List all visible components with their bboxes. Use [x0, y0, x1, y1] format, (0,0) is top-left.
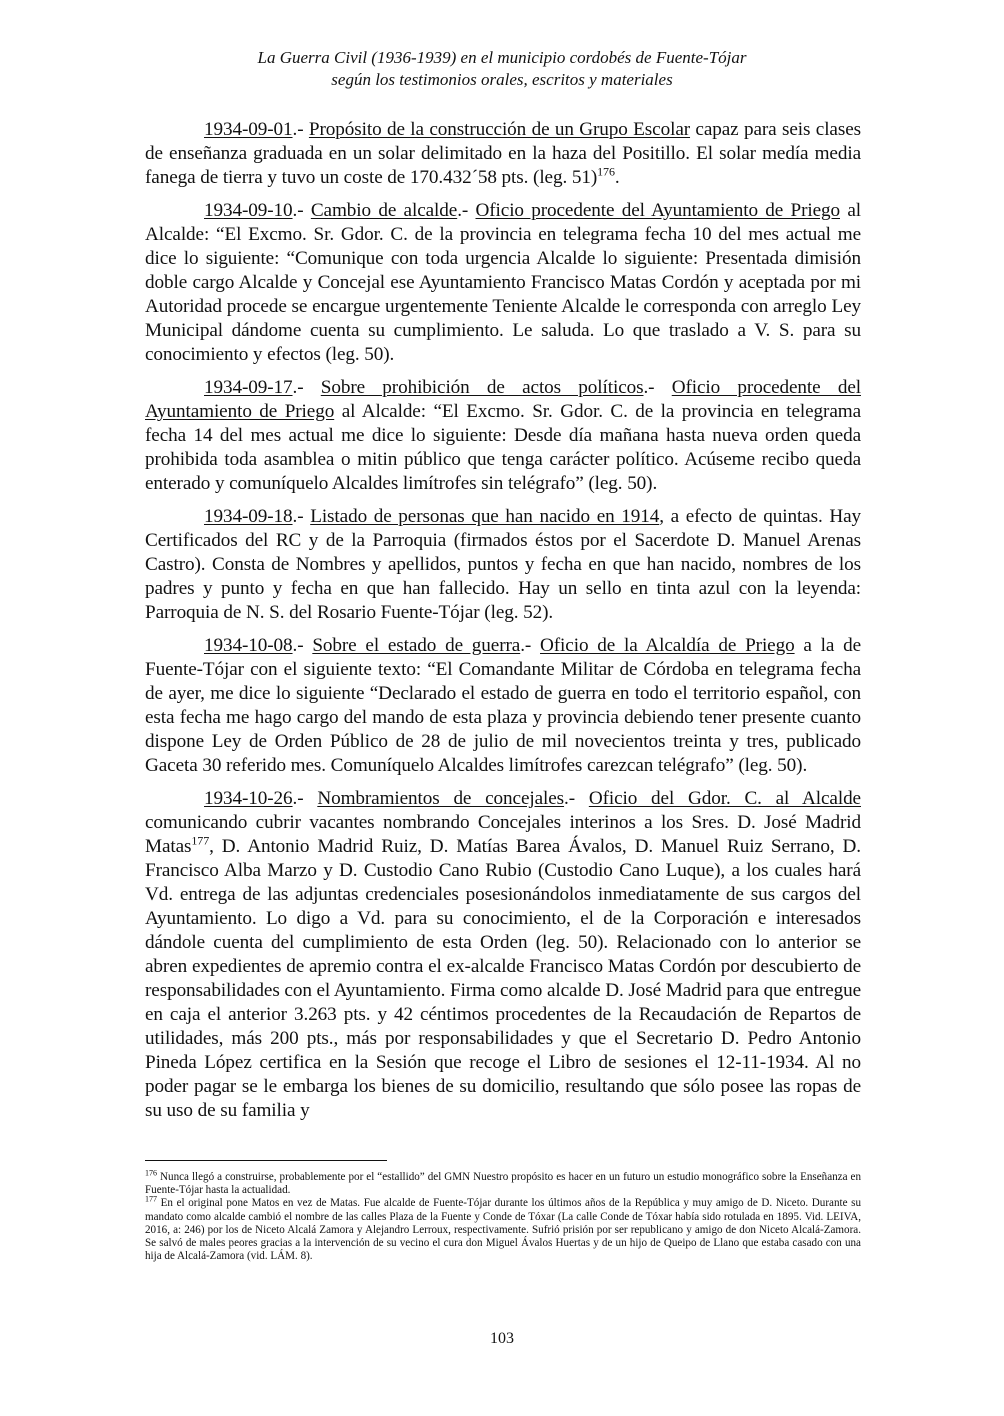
entry-title: Cambio de alcalde [310, 200, 458, 221]
footnote-text: En el original pone Matos en vez de Matas. Fue alcalde de Fuente-Tójar durante los últimos años de la República y muy amigo de D. Niceto. Durante su mandato como alcalde cambió el nombre de las calles Plaza de la Fuente y Conde de Tóxar (La calle Conde de Tóxar había sido rotulada en 1895. Vid. LEIVA, 2016, a: 246) por los de Niceto Alcalá Zamora y Alejandro Lerroux, respectivamente. Sufrió prisión por ser republicano y amigo de don Niceto Alcalá-Zamora. Se salvó de males peores gracias a la intervención de su vecino el cura don Miguel Ávalos Huertas y de un hijo de Queipo de Llano que estaba casado con una hija de Alcalá-Zamora (vid. LÁM. 8). [145, 1197, 861, 1263]
entry-date: 1934-09-17 [204, 377, 293, 398]
footnote-number: 177 [145, 1194, 157, 1204]
entry-paragraph [145, 376, 861, 496]
entry-text: al Alcalde: “El Excmo. Sr. Gdor. C. de la provincia en telegrama fecha 14 del mes actual me dice lo siguiente: Desde día mañana hasta nueva orden queda prohibida toda asamblea o mitin público que tenga carácter político. Acúseme recibo queda enterado y comuníquelo Alcaldes limítrofes sin telégrafo” (leg. 50). [145, 401, 861, 494]
header-line-1: La Guerra Civil (1936-1939) en el municipio cordobés de Fuente-Tójar [257, 48, 747, 67]
entry-separator: .- [520, 635, 541, 656]
entry-source: Oficio de la Alcaldía de Priego [540, 635, 795, 656]
entry-separator: .- [292, 200, 311, 221]
running-header [0, 47, 1004, 91]
entry-title: Sobre prohibición de actos políticos [320, 377, 644, 398]
main-text [145, 118, 861, 1132]
entry-title: Propósito de la construcción de un Grupo Escolar [308, 119, 691, 140]
footnotes [145, 1160, 861, 1263]
entry-source: Oficio procedente del Ayuntamiento de Priego [475, 200, 840, 221]
entry-paragraph [145, 118, 861, 190]
entry-title: Nombramientos de concejales [317, 788, 565, 809]
entry-paragraph [145, 634, 861, 778]
entry-text: , a efecto de quintas. Hay Certificados del RC y de la Parroquia (firmados éstos por el Sacerdote D. Manuel Arenas Castro). Consta de Nombres y apellidos, puntos y fecha en que han nacido, nombres de los padres y punto y fecha en que han fallecido. Hay un sello en tinta azul con la leyenda: Parroquia de N. S. del Rosario Fuente-Tójar (leg. 52). [145, 506, 862, 623]
entry-date: 1934-10-26 [204, 788, 293, 809]
entry-source: Oficio del Gdor. C. al Alcalde [588, 788, 861, 809]
footnote [145, 1194, 861, 1263]
entry-text: comunicando cubrir vacantes nombrando Concejales interinos a los Sres. D. José Madrid Matas [145, 812, 861, 857]
entry-date: 1934-10-08 [204, 635, 293, 656]
entry-text: capaz para seis clases de enseñanza graduada en un solar delimitado en la haza del Positillo. El solar medía media fanega de tierra y tuvo un coste de 170.432´58 pts. (leg. 51) [145, 119, 861, 188]
entry-separator: .- [292, 506, 311, 527]
entry-date: 1934-09-01 [204, 119, 293, 140]
entry-separator: .- [457, 200, 476, 221]
entry-text: a la de Fuente-Tójar con el siguiente texto: “El Comandante Militar de Córdoba en telegrama fecha de ayer, me dice lo siguiente “Declarado el estado de guerra en todo el territorio español, con esta fecha me hago cargo del mando de esta plaza y provincia debiendo tener presente cuanto dispone Ley de Orden Público de 28 de julio de mil novecientos treinta y tres, publicado Gaceta 30 referido mes. Comuníquelo Alcaldes limítrofes carezcan telégrafo” (leg. 50). [145, 635, 861, 776]
header-line-2: según los testimonios orales, escritos y materiales [331, 70, 673, 89]
footnote-ref[interactable]: 177 [191, 833, 210, 848]
entry-separator: .- [564, 788, 589, 809]
footnote-divider [145, 1160, 387, 1161]
entry-paragraph [145, 505, 861, 625]
entry-separator: .- [292, 788, 318, 809]
entry-paragraph [145, 787, 861, 1123]
entry-paragraph [145, 199, 861, 367]
footnote-text: Nunca llegó a construirse, probablemente por el “estallido” del GMN Nuestro propósito es hacer en un futuro un estudio monográfico sobre la Enseñanza en Fuente-Tójar hasta la actualidad. [145, 1171, 861, 1197]
footnote-number: 176 [145, 1168, 157, 1178]
entry-text-continued: , D. Antonio Madrid Ruiz, D. Matías Barea Ávalos, D. Manuel Ruiz Serrano, D. Francisco Alba Marzo y D. Custodio Cano Rubio (Custodio Cano Luque), a los cuales hará Vd. entrega de las adjuntas credenciales posesionándolos inmediatamente de sus cargos del Ayuntamiento. Lo digo a Vd. para su conocimiento, el de la Corporación e interesados dándole cuenta del cumplimiento de esta Orden (leg. 50). Relacionado con lo anterior se abren expedientes de apremio contra el ex-alcalde Francisco Matas Cordón por descubierto de responsabilidades con el Ayuntamiento. Firma como alcalde D. José Madrid para que entregue en caja el anterior 3.263 pts. y 42 céntimos procedentes de la Recaudación de Repartos de utilidades, más 200 pts., más por responsabilidades y que el Secretario D. Pedro Antonio Pineda López certifica en la Sesión que recoge el Libro de sesiones el 12-11-1934. Al no poder pagar se le embarga los bienes de su domicilio, resultando que sólo posee las ropas de su uso de su familia y [145, 836, 862, 1121]
page-number: 103 [490, 1330, 514, 1347]
entry-text-end: . [614, 167, 620, 188]
entry-title: Sobre el estado de guerra [312, 635, 521, 656]
entry-separator: .- [292, 377, 321, 398]
entry-separator: .- [292, 119, 309, 140]
footnote-ref[interactable]: 176 [597, 164, 615, 179]
entry-date: 1934-09-18 [204, 506, 293, 527]
footnote [145, 1168, 861, 1197]
entry-separator: .- [292, 635, 313, 656]
entry-source: Oficio procedente del Ayuntamiento de Priego [145, 377, 861, 422]
entry-title: Listado de personas que han nacido en 1914 [310, 506, 660, 527]
entry-separator: .- [643, 377, 672, 398]
entry-date: 1934-09-10 [204, 200, 293, 221]
entry-text: al Alcalde: “El Excmo. Sr. Gdor. C. de la provincia en telegrama fecha 10 del mes actual me dice lo siguiente: “Comunique con toda urgencia Alcalde lo siguiente: Presentada dimisión doble cargo Alcalde y Concejal ese Ayuntamiento Francisco Matas Cordón y aceptada por mi Autoridad procede se encargue urgentemente Teniente Alcalde le corresponda con arreglo Ley Municipal dándome cuenta su cumplimiento. Le saluda. Lo que traslado a V. S. para su conocimiento y efectos (leg. 50). [145, 200, 861, 365]
